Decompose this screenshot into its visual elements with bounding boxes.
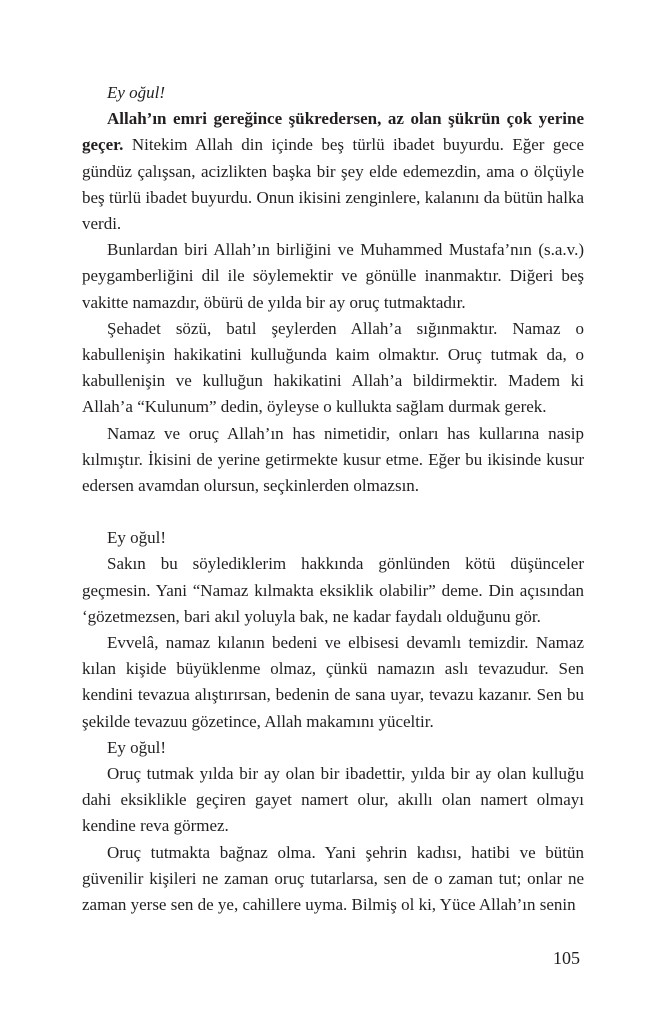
page-number: 105 (553, 948, 580, 968)
heading-ey-ogul-3: Ey oğul! (107, 737, 167, 757)
page-body (82, 80, 584, 918)
paragraph-5: Sakın bu söylediklerim hakkında gönlünden kötü düşünceler geçmesin. Yani “Namaz kılmakta eksiklik olabilir” deme. Din açısından ‘gözetmezsen, bari akıl yoluyla bak, ne kadar faydalı olduğunu gör. (82, 554, 584, 626)
paragraph-1-bold: Allah’ın emri gereğince şükredersen, az olan şükrün çok yerine geçer. (82, 109, 584, 155)
heading-ey-ogul-2: Ey oğul! (107, 528, 167, 548)
paragraph-2: Bunlardan biri Allah’ın birliğini ve Muhammed Mustafa’nın (s.a.v.) peygamberliğini dil ile söylemektir ve gönülle inanmaktır. Diğeri beş vakitte namazdır, öbürü de yılda bir ay oruç tutmaktadır. (82, 240, 584, 312)
paragraph-1-rest: Nitekim Allah din içinde beş türlü ibadet buyurdu. Eğer gece gündüz çalışsan, acizlikten başka bir şey elde edemezdin, ama o ölçüyle beş türlü ibadet buyurdu. Onun ikisini zenginlere, kalanını da bütün halka verdi. (82, 135, 584, 234)
paragraph-8: Oruç tutmakta bağnaz olma. Yani şehrin kadısı, hatibi ve bütün güvenilir kişileri ne zaman oruç tutarlarsa, sen de o zaman tut; onlar ne zaman yerse sen de ye, cahillere uyma. Bilmiş ol ki, Yüce Allah’ın senin (82, 842, 584, 915)
paragraph-3: Şehadet sözü, batıl şeylerden Allah’a sığınmaktır. Namaz o kabullenişin hakikatini kulluğunda kaim olmaktır. Oruç tutmak da, o kabullenişin ve kulluğun hakikatini Allah’a bildirmektir. Madem ki Allah’a “Kulunum” dedin, öyleyse o kullukta sağlam durmak gerek. (82, 318, 584, 417)
paragraph-6: Evvelâ, namaz kılanın bedeni ve elbisesi devamlı temizdir. Namaz kılan kişide büyüklenme olmaz, çünkü namazın aslı tevazudur. Sen kendini tevazua alıştırırsan, bedenin de sana uyar, tevazu kazanır. Sen bu şekilde tevazuu gözetince, Allah makamını yüceltir. (82, 633, 584, 731)
paragraph-1 (82, 106, 584, 237)
paragraph-7: Oruç tutmak yılda bir ay olan bir ibadettir, yılda bir ay olan kulluğu dahi eksiklikle geçiren gayet namert olur, akıllı olan namert olmayı kendine reva görmez. (82, 764, 584, 836)
section-gap (82, 499, 584, 525)
heading-ey-ogul-1: Ey oğul! (107, 83, 166, 102)
paragraph-4: Namaz ve oruç Allah’ın has nimetidir, onları has kullarına nasip kılmıştır. İkisini de yerine getirmekte kusur etme. Eğer bu ikisinde kusur edersen avamdan olursun, seçkinlerden olmazsın. (82, 423, 584, 496)
